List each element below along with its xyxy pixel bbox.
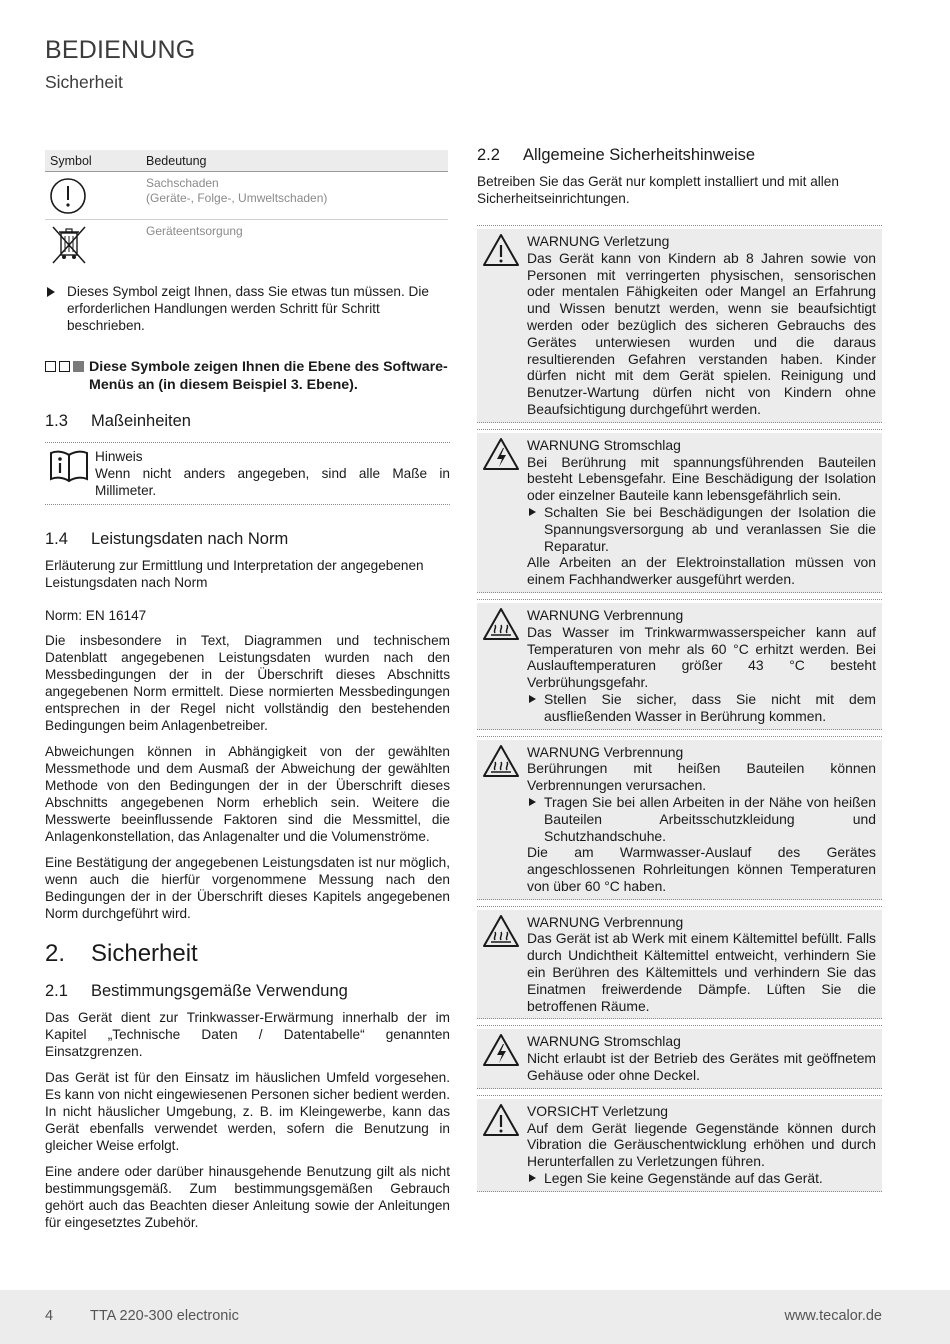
- warning-title: WARNUNG Verbrennung: [527, 743, 684, 760]
- warning-box: [477, 1029, 882, 1088]
- warning-action: Tragen Sie bei allen Arbeiten in der Nähe von heißen Bauteilen Arbeitsschutzkleidung und Schutzhandschuhe.: [527, 794, 876, 844]
- paragraph: Eine andere oder darüber hinausgehende Benutzung gilt als nicht bestimmungsgemäß. Zum bestimmungsgemäßen Gebrauch gehört auch das Beachten dieser Anleitung sowie der Anleitungen für eingesetztes Zubehör.: [45, 1164, 450, 1230]
- warning-text: Nicht erlaubt ist der Betrieb des Gerätes mit geöffnetem Gehäuse oder ohne Deckel.: [527, 1050, 876, 1084]
- warning-box: [477, 229, 882, 423]
- play-arrow-icon: [529, 1174, 536, 1182]
- paragraph: Erläuterung zur Ermittlung und Interpretation der angegebenen Leistungsdaten nach Norm: [45, 558, 424, 590]
- warning-action: Schalten Sie bei Beschädigungen der Isolation die Spannungsversorgung ab und veranlassen Sie die Reparatur.: [527, 504, 876, 554]
- warning-text: Das Wasser im Trinkwarmwasserspeicher kann auf Temperaturen von mehr als 60 °C erhitzt werden. Bei Auslauftemperaturen größer 43 °C besteht Verbrühungsgefahr.: [527, 623, 876, 691]
- section-heading: 1.3 Maßeinheiten: [45, 412, 191, 430]
- warning-text: Bei Berührung mit spannungsführenden Bauteilen besteht Lebensgefahr. Eine Beschädigung der Isolation oder einzelner Bauteile kann lebensgefährlich sein.: [527, 453, 876, 504]
- warning-text: Die am Warmwasser-Auslauf des Gerätes angeschlossenen Rohrleitungen können Temperaturen von über 60 °C haben.: [527, 844, 876, 894]
- paragraph: Die insbesondere in Text, Diagrammen und technischem Datenblatt angegebenen Leistungsdaten wurden nach den Messbedingungen der in der Überschrift dieses Abschnitts angegebenen Norm ermittelt. Diese normierten Messbedingungen entsprechen in der Regel nicht vollständig den bestehenden Bedingungen beim Anlagenbetreiber.: [45, 633, 450, 733]
- norm-label: Norm: EN 16147: [45, 608, 147, 623]
- right-column: [477, 146, 882, 1202]
- warning-title: WARNUNG Stromschlag: [527, 1033, 681, 1050]
- action-note: Dieses Symbol zeigt Ihnen, dass Sie etwas tun müssen. Die erforderlichen Handlungen werden Schritt für Schritt beschrieben.: [45, 283, 450, 334]
- warning-triangle-icon: [481, 232, 521, 268]
- menu-level-icon: [45, 361, 84, 372]
- symbol-meaning: Sachschaden: [146, 176, 219, 190]
- chapter-heading: 2. Sicherheit: [45, 940, 198, 967]
- warning-text: Das Gerät ist ab Werk mit einem Kältemittel befüllt. Falls durch Undichtheit Kältemittel entweicht, verhindern Sie ein Berühren des Kältemittels und verhindern Sie das Einatmen freiwerdende Dämpfe. Lüften Sie die betroffenen Räume.: [527, 930, 876, 1014]
- warning-box: [477, 740, 882, 900]
- symbol-meaning: Geräteentsorgung: [146, 224, 243, 238]
- symbol-table-header: [45, 150, 448, 172]
- book-icon: [49, 449, 89, 483]
- website-link[interactable]: www.tecalor.de: [784, 1308, 882, 1324]
- product-name: TTA 220-300 electronic: [90, 1308, 239, 1324]
- left-column: [45, 150, 450, 1240]
- hot-surface-icon: [481, 913, 521, 949]
- table-row: [45, 220, 448, 267]
- table-row: [45, 172, 448, 220]
- play-arrow-icon: [529, 798, 536, 806]
- menu-level-note: Diese Symbole zeigen Ihnen die Ebene des Software-Menüs an (in diesem Beispiel 3. Ebene).: [45, 358, 450, 394]
- warning-box: [477, 433, 882, 593]
- paragraph: Das Gerät dient zur Trinkwasser-Erwärmung innerhalb der im Kapitel „Technische Daten / Datentabelle“ genannten Einsatzgrenzen.: [45, 1010, 450, 1059]
- play-arrow-icon: [47, 287, 55, 297]
- hint-text: Wenn nicht anders angegeben, sind alle Maße in Millimeter.: [95, 466, 450, 498]
- warning-box: [477, 603, 882, 730]
- hint-title: Hinweis: [95, 449, 143, 464]
- warning-box: [477, 910, 882, 1020]
- symbol-table: [45, 150, 448, 267]
- hot-surface-icon: [481, 606, 521, 642]
- symbol-meaning-detail: (Geräte-, Folge-, Umweltschaden): [146, 191, 328, 205]
- hot-surface-icon: [481, 743, 521, 779]
- warning-title: WARNUNG Verbrennung: [527, 606, 684, 623]
- section-heading: 2.2 Allgemeine Sicherheitshinweise: [477, 146, 756, 164]
- warning-action: Stellen Sie sicher, dass Sie nicht mit dem ausfließenden Wasser in Berührung kommen.: [527, 691, 876, 725]
- paragraph: Das Gerät ist für den Einsatz im häuslichen Umfeld vorgesehen. Es kann von nicht eingewiesenen Personen sicher bedient werden. In nicht häuslicher Umgebung, z. B. im Kleingewerbe, kann das Gerät ebenfalls verwendet werden, sofern die Benutzung in gleicher Weise erfolgt.: [45, 1070, 450, 1153]
- warning-title: WARNUNG Stromschlag: [527, 436, 681, 453]
- hint-box: [45, 442, 450, 505]
- meaning-column-header: Bedeutung: [146, 153, 207, 168]
- section-heading: 1.4 Leistungsdaten nach Norm: [45, 530, 289, 548]
- section-heading: 2.1 Bestimmungsgemäße Verwendung: [45, 982, 348, 1000]
- warning-text: Alle Arbeiten an der Elektroinstallation müssen von einem Fachhandwerker ausgeführt werden.: [527, 554, 876, 588]
- symbol-column-header: Symbol: [50, 153, 92, 168]
- warning-text: Berührungen mit heißen Bauteilen können Verbrennungen verursachen.: [527, 760, 876, 794]
- page-number: 4: [45, 1308, 54, 1324]
- exclamation-circle-icon: [49, 177, 87, 215]
- chapter-subheader: Sicherheit: [45, 72, 123, 92]
- warning-text: Das Gerät kann von Kindern ab 8 Jahren sowie von Personen mit verringerten physischen, sensorischen oder mentalen Fähigkeiten oder Mangel an Erfahrung und Wissen benutzt werden, wenn sie beaufsichtigt werden oder bezüglich des sicheren Gebrauchs des Gerätes unterwiesen wurden und die daraus resultierenden Gefahren verstanden haben. Kinder dürfen nicht mit dem Gerät spielen. Reinigung und Benutzer-Wartung dürfen nicht von Kindern ohne Beaufsichtigung durchgeführt werden.: [527, 249, 876, 417]
- play-arrow-icon: [529, 508, 536, 516]
- warning-box: [477, 1099, 882, 1192]
- warning-text: Auf dem Gerät liegende Gegenstände können durch Vibration die Geräuschentwicklung erhöhen und durch Herunterfallen zu Verletzungen führen.: [527, 1119, 876, 1170]
- warning-title: WARNUNG Verletzung: [527, 233, 670, 249]
- page-footer: [0, 1290, 950, 1344]
- paragraph: Betreiben Sie das Gerät nur komplett installiert und mit allen Sicherheitseinrichtungen.: [477, 174, 839, 206]
- warning-title: VORSICHT Verletzung: [527, 1102, 669, 1119]
- warning-title: WARNUNG Verbrennung: [527, 913, 684, 930]
- play-arrow-icon: [529, 695, 536, 703]
- electric-shock-icon: [481, 1032, 521, 1068]
- chapter-header: BEDIENUNG: [45, 36, 196, 64]
- crossed-bin-icon: [49, 223, 89, 265]
- warning-triangle-icon: [481, 1102, 521, 1138]
- paragraph: Eine Bestätigung der angegebenen Leistungsdaten ist nur möglich, wenn auch die hierfür vorgenommene Messung nach den Bedingungen der in der Überschrift dieses Kapitels angegebenen Norm durchgeführt wird.: [45, 855, 450, 921]
- warning-action: Legen Sie keine Gegenstände auf das Gerät.: [527, 1170, 876, 1187]
- paragraph: Abweichungen können in Abhängigkeit von der gewählten Messmethode und dem Ausmaß der Abweichung der gewählten Methode von den Bedingungen der in der Überschrift dieses Abschnitts angegebenen Norm erheblich sein. Weitere die Messwerte beeinflussende Faktoren sind die Messmittel, die Anlagenkonstellation, das Anlagenalter und die Volumenströme.: [45, 744, 450, 844]
- electric-shock-icon: [481, 436, 521, 472]
